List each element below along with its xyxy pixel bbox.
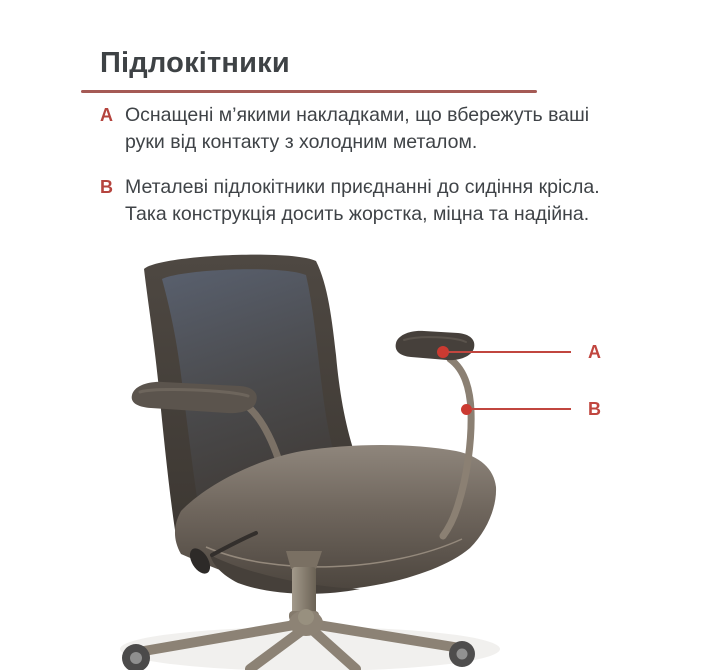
chair-right-armrest-pad xyxy=(396,331,475,360)
callout-label-b: B xyxy=(588,399,601,419)
callout-label-a: A xyxy=(588,342,601,362)
chair-caster-right-hub xyxy=(457,649,468,660)
feature-text-line: Така конструкція досить жорстка, міцна та надійна. xyxy=(125,203,590,225)
chair-cylinder-cone xyxy=(286,551,322,569)
feature-text-line: Оснащені м’якими накладками, що вбережуть ваші xyxy=(125,104,590,126)
feature-text-line: Металеві підлокітники приєднанні до сидіння крісла. xyxy=(125,176,600,198)
feature-text-a xyxy=(125,102,589,156)
title-divider xyxy=(81,90,537,93)
chair-caster-left-hub xyxy=(130,652,142,664)
feature-marker-a: A xyxy=(100,105,113,125)
callout-line-a xyxy=(448,351,571,353)
page-title: Підлокітники xyxy=(100,47,290,79)
feature-text-b xyxy=(125,174,600,228)
chair-base-hub-cap xyxy=(298,609,314,625)
chair-left-armrest-pad xyxy=(132,382,257,413)
chair-illustration xyxy=(60,245,540,670)
feature-item-a xyxy=(100,102,589,156)
callout-line-b xyxy=(471,408,571,410)
feature-text-line: руки від контакту з холодним металом. xyxy=(125,131,478,153)
feature-item-b xyxy=(100,174,600,228)
feature-marker-b: B xyxy=(100,177,113,197)
chair-photo xyxy=(60,245,540,670)
